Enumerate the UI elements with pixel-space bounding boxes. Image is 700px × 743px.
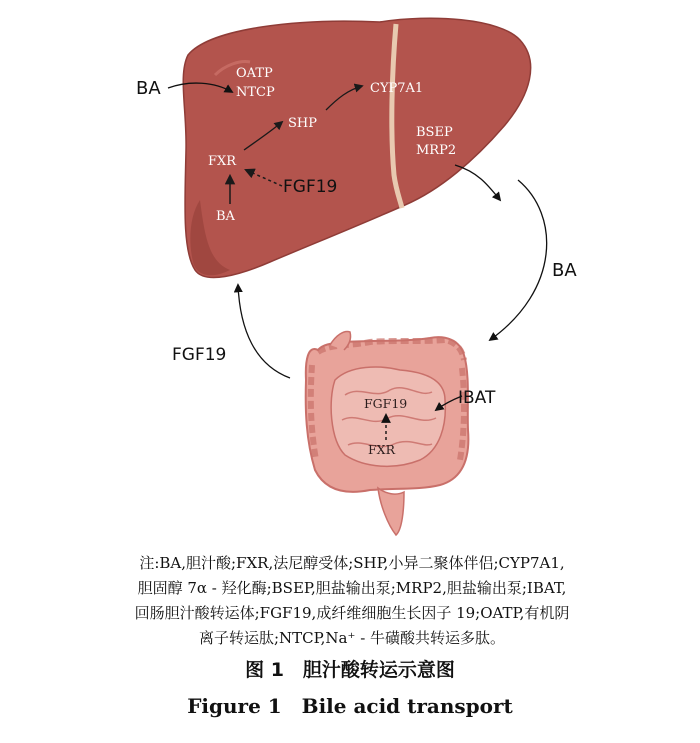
shp-label: SHP — [288, 116, 317, 131]
mrp2-label: MRP2 — [416, 143, 457, 158]
figure-note — [14, 551, 690, 651]
ba-right-label: BA — [552, 260, 577, 281]
note-line: 注:BA,胆汁酸;FXR,法尼醇受体;SHP,小异二聚体伴侣;CYP7A1, — [139, 554, 565, 572]
rectum — [378, 488, 404, 535]
fgf19-intestine-label: FGF19 — [364, 396, 408, 411]
ba-left-label: BA — [136, 78, 161, 99]
fxr-intestine-label: FXR — [368, 442, 395, 457]
cyp7a1-label: CYP7A1 — [370, 81, 424, 96]
note-line: 回肠胆汁酸转运体;FGF19,成纤维细胞生长因子 19;OATP,有机阴 — [134, 604, 570, 622]
fgf19-left-label: FGF19 — [172, 345, 227, 365]
arrow-fgf19-to-liver — [238, 285, 290, 378]
liver — [183, 18, 530, 277]
ba-inside-label: BA — [216, 209, 235, 224]
caption-chinese: 图 1 胆汁酸转运示意图 — [245, 659, 455, 681]
ntcp-label: NTCP — [236, 85, 275, 100]
bsep-label: BSEP — [416, 125, 453, 140]
liver-shape — [183, 18, 530, 277]
fxr-label: FXR — [208, 154, 237, 169]
fgf19-liver-label: FGF19 — [283, 177, 338, 197]
note-line: 胆固醇 7α - 羟化酶;BSEP,胆盐输出泵;MRP2,胆盐输出泵;IBAT, — [137, 579, 567, 597]
arrow-ba-to-intestine — [490, 180, 547, 340]
ibat-label: IBAT — [458, 388, 496, 408]
note-line: 离子转运肽;NTCP,Na⁺ - 牛磺酸共转运多肽。 — [198, 629, 506, 647]
oatp-label: OATP — [236, 66, 273, 81]
arrow-liver-out — [455, 165, 500, 200]
caption-english: Figure 1 Bile acid transport — [187, 694, 513, 718]
intestine — [306, 332, 469, 535]
